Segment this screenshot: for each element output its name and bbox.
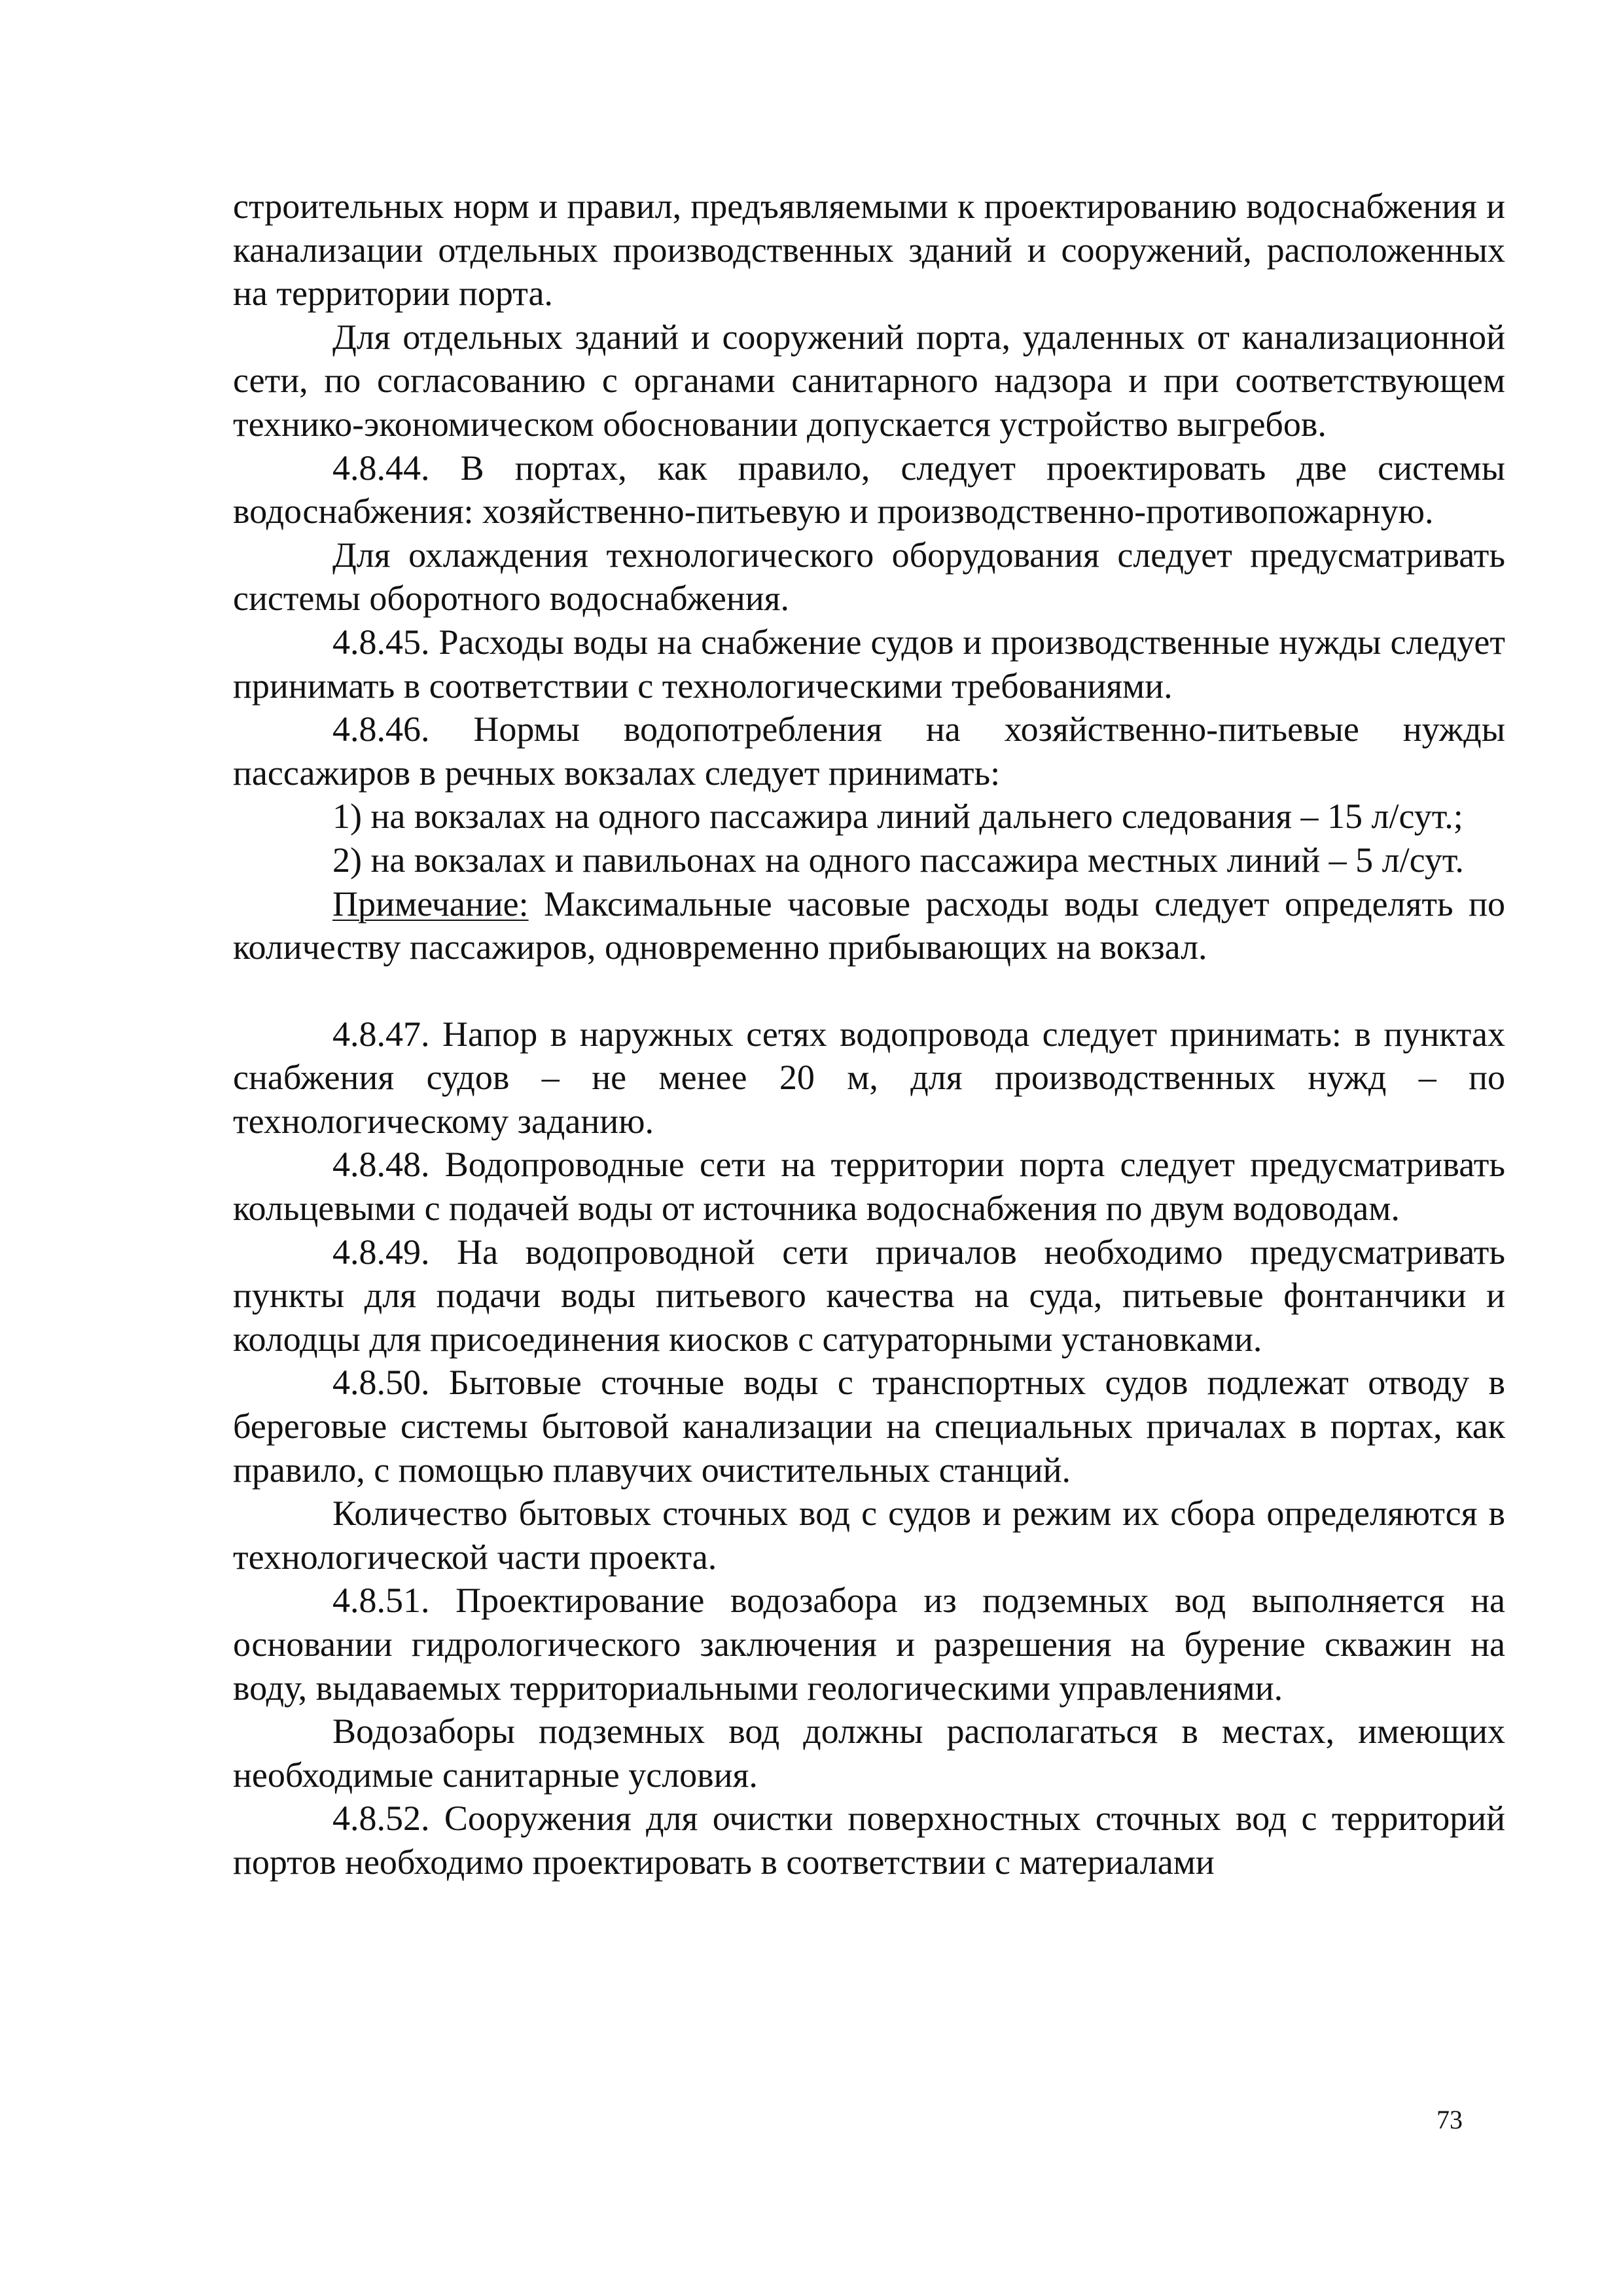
paragraph-continuation: строительных норм и правил, предъявляемыми к проектированию водоснабжения и канализации отдельных производственных зданий и сооружений, расположенных на территории порта. xyxy=(233,187,1505,314)
paragraph-sewage-volume: Количество бытовых сточных вод с судов и режим их сбора определяются в технологической части проекта. xyxy=(233,1494,1505,1577)
paragraph-water-intakes: Водозаборы подземных вод должны располагаться в местах, имеющих необходимые санитарные условия. xyxy=(233,1712,1505,1795)
list-item-2: 2) на вокзалах и павильонах на одного пассажира местных линий – 5 л/сут. xyxy=(332,840,1464,880)
paragraph-4-8-44: 4.8.44. В портах, как правило, следует проектировать две системы водоснабжения: хозяйственно-питьевую и производственно-противопожарную. xyxy=(233,448,1505,531)
paragraph-4-8-45: 4.8.45. Расходы воды на снабжение судов и производственные нужды следует принимать в соответствии с технологическими требованиями. xyxy=(233,622,1505,706)
paragraph-4-8-47: 4.8.47. Напор в наружных сетях водопровода следует принимать: в пунктах снабжения судов – не менее 20 м, для производственных нужд – по технологическому заданию. xyxy=(233,1014,1505,1141)
note-paragraph xyxy=(233,882,1505,969)
paragraph-4-8-50: 4.8.50. Бытовые сточные воды с транспортных судов подлежат отводу в береговые системы бытовой канализации на специальных причалах в портах, как правило, с помощью плавучих очистительных станций. xyxy=(233,1363,1505,1490)
paragraph-cooling: Для охлаждения технологического оборудования следует предусматривать системы оборотного водоснабжения. xyxy=(233,535,1505,619)
page-number: 73 xyxy=(1436,2105,1463,2134)
paragraph-4-8-49: 4.8.49. На водопроводной сети причалов необходимо предусматривать пункты для подачи воды питьевого качества на суда, питьевые фонтанчики и колодцы для присоединения киосков с сатураторными установками. xyxy=(233,1232,1505,1359)
document-body xyxy=(233,185,1505,1884)
paragraph-4-8-46: 4.8.46. Нормы водопотребления на хозяйственно-питьевые нужды пассажиров в речных вокзалах следует принимать: xyxy=(233,709,1505,793)
paragraph-remote-buildings: Для отдельных зданий и сооружений порта, удаленных от канализационной сети, по согласованию с органами санитарного надзора и при соответствующем технико-экономическом обосновании допускается устройство выгребов. xyxy=(233,317,1505,444)
paragraph-4-8-52: 4.8.52. Сооружения для очистки поверхностных сточных вод с территорий портов необходимо проектировать в соответствии с материалами xyxy=(233,1799,1505,1882)
list-item-1: 1) на вокзалах на одного пассажира линий дальнего следования – 15 л/сут.; xyxy=(332,797,1463,836)
paragraph-4-8-48: 4.8.48. Водопроводные сети на территории порта следует предусматривать кольцевыми с подачей воды от источника водоснабжения по двум водоводам. xyxy=(233,1145,1505,1229)
note-label: Примечание: xyxy=(332,884,529,924)
note-text: Максимальные часовые расходы воды следует определять по количеству пассажиров, одновременно прибывающих на вокзал. xyxy=(233,884,1505,967)
paragraph-4-8-51: 4.8.51. Проектирование водозабора из подземных вод выполняется на основании гидрологического заключения и разрешения на бурение скважин на воду, выдаваемых территориальными геологическими управлениями. xyxy=(233,1581,1505,1708)
